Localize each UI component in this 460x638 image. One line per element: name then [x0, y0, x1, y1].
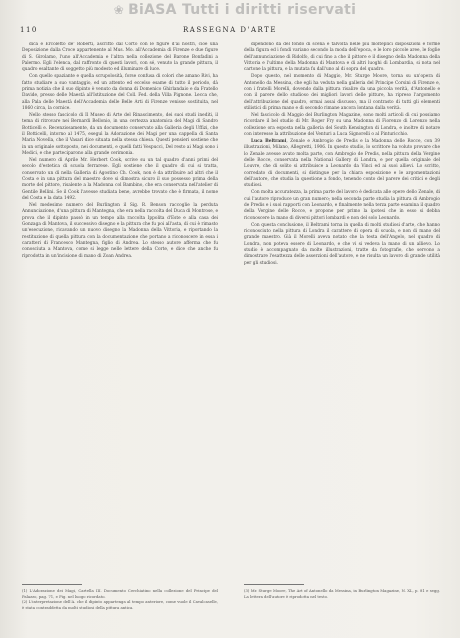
review-entry-beltrami: Luca Beltrami, Zenale e Ambrogio de Predis e la Madonna delle Rocce, con 39 illustrazioni, Milano, Allegretti, 1906. In questo studio, lo scrittore ha voluto provare che lo Zenale avesse avuto molta parte, con Ambrogio de Predis, nella pittura della Vergine delle Rocce, conservata nella National Gallery di Londra, e per quella originale del Louvre, che di solito si attribuisce a Leonardo da Vinci ed ai suoi allievi. Lo scritto, corredato di documenti, si distingue per la chiara esposizione e le argomentazioni dell'autore, che studia la questione a fondo, tenendo conto del parere dei critici e degli studiosi. [244, 138, 440, 189]
footnotes-left [22, 588, 218, 610]
left-paragraph: dica e Ercoletto de' Roberti, ascritto dal Corto con le figure d'ai nostri, cioè una Deposizione dalla Croce appartenente al Mus. Mo. all'Accademia di Firenze e due figure di S. Girolamo, l'uno all'Accademia e l'altra nella collezione del Barone Bonfadini a Palermo. Egli l'elenca, dal raffronto di questi lavori, con sé, venuto la grande pittura, il quadro esaltante di soggetto più modesto ed illuminare di luce. [22, 42, 218, 73]
left-paragraph: Nel numero di Aprile Mr. Herbert Cook, scrive su un tal quadro d'anni primi del secolo d'estetica di scuola ferrarese. Egli sostiene che il quadro di cui si tratta, conservato un dì nella Galleria di Agostino Ch. Cook, non è da attribuire ad altri che il Costa e in una pittura del maestro dove si dimostra sicuro il suo possesso prima della morte del pittore, risalente a la Madonna col Bambino, che era conservata nell'atelier di Gentile Bellini. Se il Cook l'avesse studiata bene, avrebbe trovato che è firmata, il nome del Costa e la data 1492. [22, 157, 218, 202]
footnote: (2) L'interpretazione dell'A. che il dipinto appartenga al tempo anteriore, come vuole il Cavalcaselle, è stata contraddetta da molti studiosi della pittura antica. [22, 599, 218, 610]
left-column [22, 42, 218, 580]
right-paragraph: Con molta accuratezza, la prima parte del lavoro è dedicata alle opere dello Zenale, di cui l'autore riproduce un gran numero; nella seconda parte studia la pittura di Ambrogio de Predis e i suoi rapporti con Leonardo, e finalmente nella terza parte esamina il quadro della Vergine delle Rocce, e propone per primo la ipotesi che in esso si debba riconoscere la mano di diversi pittori lombardi e non del solo Leonardo. [244, 190, 440, 221]
footnote: (3) Mr. Sturge Moore, The Art of Antonello da Messina, in Burlington Magazine, N. XL, p. 81 e segg. La lettera dell'autore è riprodotta nel testo. [244, 588, 440, 599]
left-paragraph: Con quello spaziante e quella scrupolosità, forse confusa di colori che amano Rivi, ha fatto studiare a suo vantaggio, ed un attento ed eccelso esame di tutto il periodo, dà prima notizia che il suo dipinto è venuto da donna di Domenico Ghirlandaio e da Fratello Davide, presso delle Maestà all'Istituzione del Coll. Fed. della Villa Pignone. Lecca che, alla Pala delle Maestà dell'Accademia delle Belle Arti di Firenze venisse sostituita, nel 1860 circa, la cornice. [22, 74, 218, 112]
watermark [40, 2, 430, 18]
left-paragraph: Nel medesimo numero del Burlington il Sig. R. Benson raccoglie la perduta Annunciazione, d'una pittura di Mantegna, che era nella raccolta del Duca di Montrose, e prova che il dipinto passò in un tempo alla raccolta Ippolita d'Este e alla casa dei Gonzaga di Mantova, il successivo disegno e la pittura che fu poi all'asta, di cui è rimasto un'esecuzione, ricavando un nuovo disegno la Madonna della Vittoria, e riportando la restituzione di quella pittura con la documentazione che portano a riconoscere in essa i caratteri di Francesco Mantegna, figlio di Andrea. Lo stesso autore afferma che fu conosciuta a Mantova, come si legge nelle lettere della Corte, e dice che anche fu riprodotta in un'incisione di mano di Zoan Andrea. [22, 202, 218, 259]
review-entry-author: Luca Beltrami [251, 138, 287, 144]
right-paragraph: Dopo questo, nel momento di Maggio, Mr. Sturge Moore, torna su un'opera di Antonello da Messina, che egli ha veduta nella galleria del Principe Corsini di Firenze e, con i fratelli Morelli, dovendo dalla pittura risalire da una piccola verità, d'Antonello e con il parere dello studioso dei migliori lavori delle pitture, ha ripreso l'argomento dell'attribuzione del quadro, ormai assai discusso, ma il contrasto di tutti gli elementi stilistici di prima mano e di secondo rimane ancora lontana dalla verità. [244, 74, 440, 112]
footnote-divider-left [22, 584, 82, 585]
watermark-text: BiASA Tutti i diritti riservati [128, 2, 357, 18]
left-paragraph: Nello stesso fascicolo di Il Museo di Arte del Rinascimento, dei suoi studi inediti, il tema di ritrovare nei Bernardi Bellonio, in una certezza anatomica del Magi di Sandro Botticelli e. Recenziosamente, da un documento conservato alla Galleria degli Uffizi, che il Botticelli, intorno al 1475, eseguì la Adorazione dei Magi per una cappella di Santa Maria Novella, che il Vasari dice situata nella stessa chiesa. Questi pensieri sostiene che in un originale sottoposto, nei documenti, e quelli fatti Vespucci, Del resto ai Magi sono i Medici, e che parteciparono alla grande cerimonia. [22, 112, 218, 157]
biasa-logo-icon: ❀ [113, 3, 125, 17]
footnote-divider-right [244, 584, 304, 585]
right-paragraph: Nel fascicolo di Maggio del Burlington Magazine, sono molti articoli di cui possiamo ricordare il bel studio di Mr. Roger Fry su una Madonna di Fiorenzo di Lorenzo nella collezione ora esposta nella galleria del South Kensington di Londra, e inoltre di notare con interesse la attribuzione del Venturi a Luca Signorelli o al Pinturicchio. [244, 112, 440, 137]
right-column [244, 42, 440, 580]
footnote: (1) L'Adorazione dei Magi, Cartella III. Documento Cerchiatino nella collezione del Principe del Palazzo, pag. 71, e Fig. nel luogo ricordato. [22, 588, 218, 599]
right-paragraph: Con questa conclusione, il Beltrami torna in quella di molti studiosi d'arte, che hanno riconosciuto nella pittura di Londra il carattere di opera di scuola, e non di mano del grande maestro. Già il Morelli aveva notato che la testa dell'Angelo, nel quadro di Londra, non poteva essere di Leonardo, e che vi si vedeva la mano di un allievo. Lo studio è accompagnato da molte illustrazioni, tratte da fotografie, che servono a dimostrare l'esattezza delle asserzioni dell'autore, e ne risulta un lavoro di grande utilità per gli studiosi. [244, 222, 440, 266]
page-number: 110 [20, 26, 38, 34]
journal-title: RASSEGNA D'ARTE [183, 26, 277, 34]
footnotes-right [244, 588, 440, 599]
right-paragraph: dipendono da del fondo di scena e talvolta nelle più molteplici disposizioni e forme della figura ed i fondi variano secondo la moda dell'epoca, e le loro piccole aree, le foglie dell'annunciazione di Ridolfo, di cui fino a che il pittore e il disegno della Madonna della Vittoria e l'ultimo della Madonna di Mantova e di altri luoghi di Lombardia, si nota nel cartone la pittura, e la mutata fu dall'uno al di sopra del quadro. [244, 42, 440, 73]
